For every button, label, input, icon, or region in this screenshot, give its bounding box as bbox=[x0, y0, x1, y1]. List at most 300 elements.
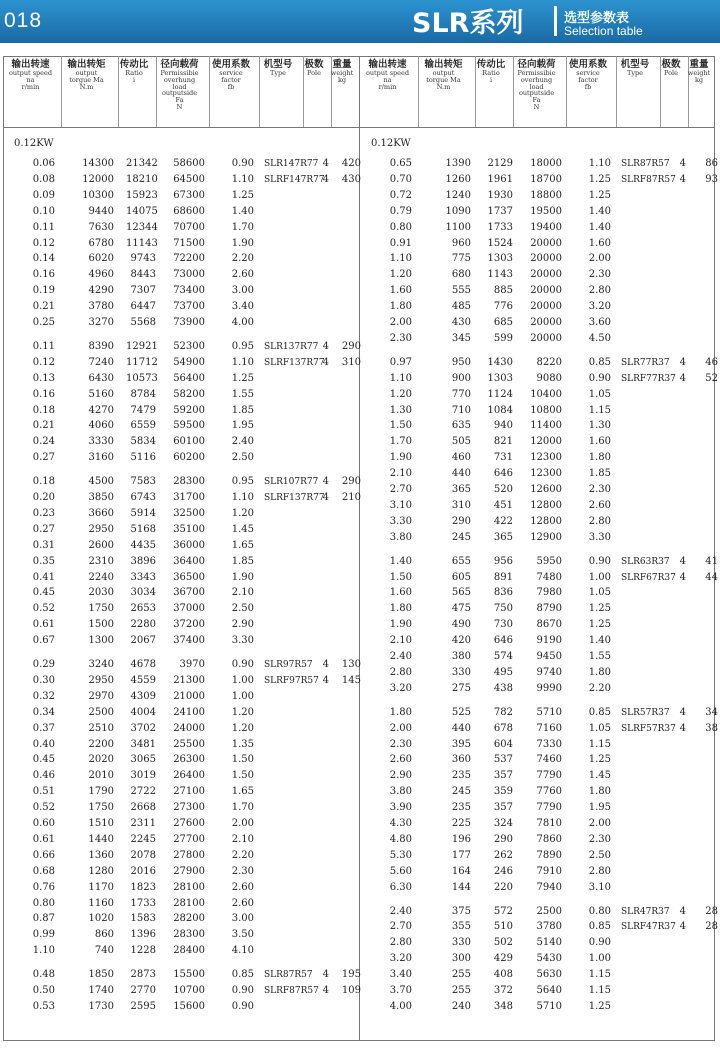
column-header bbox=[685, 60, 713, 84]
cell-factor: 1.50 bbox=[231, 754, 254, 766]
column-header bbox=[58, 60, 115, 90]
cell-factor: 1.55 bbox=[588, 651, 611, 662]
table-row bbox=[11, 299, 361, 315]
column-header bbox=[360, 60, 415, 90]
cell-load: 59500 bbox=[173, 420, 205, 432]
cell-load: 5710 bbox=[536, 1000, 562, 1012]
cell-ratio: 1124 bbox=[487, 388, 513, 400]
cell-load: 73700 bbox=[173, 301, 205, 313]
table-row bbox=[11, 768, 361, 784]
cell-torque: 1750 bbox=[88, 802, 114, 814]
cell-ratio: 782 bbox=[493, 706, 513, 718]
cell-factor: 1.00 bbox=[231, 674, 254, 686]
cell-factor: 1.80 bbox=[588, 452, 611, 464]
cell-torque: 2950 bbox=[88, 674, 114, 686]
cell-ratio: 3481 bbox=[130, 738, 156, 750]
cell-speed: 0.12 bbox=[32, 237, 55, 249]
cell-speed: 0.16 bbox=[32, 388, 55, 400]
table-row bbox=[11, 434, 361, 450]
table-row bbox=[368, 482, 718, 498]
cell-load: 60100 bbox=[173, 436, 205, 448]
table-row bbox=[368, 570, 718, 586]
cell-pole: 4 bbox=[679, 173, 686, 185]
cell-factor: 4.00 bbox=[231, 317, 254, 328]
cell-speed: 1.30 bbox=[389, 404, 412, 416]
cell-torque: 330 bbox=[451, 937, 471, 949]
cell-ratio: 429 bbox=[493, 953, 513, 965]
cell-torque: 275 bbox=[451, 682, 471, 694]
cell-ratio: 246 bbox=[493, 865, 513, 877]
cell-torque: 555 bbox=[451, 285, 471, 297]
cell-load: 12300 bbox=[530, 452, 562, 464]
table-row bbox=[11, 450, 361, 466]
cell-ratio: 2067 bbox=[130, 635, 156, 647]
cell-speed: 0.52 bbox=[32, 802, 55, 814]
cell-torque: 1090 bbox=[445, 205, 471, 217]
column-header-en: output speed bbox=[365, 68, 410, 77]
cell-factor: 1.90 bbox=[231, 571, 254, 583]
cell-weight: 44 bbox=[705, 571, 718, 583]
cell-type: SLRF57R37 bbox=[621, 723, 676, 734]
table-row bbox=[11, 673, 361, 689]
power-label: 0.12KW bbox=[14, 138, 54, 149]
cell-speed: 6.30 bbox=[389, 881, 412, 893]
cell-factor: 1.10 bbox=[231, 492, 254, 503]
cell-ratio: 5914 bbox=[130, 507, 156, 519]
cell-factor: 1.05 bbox=[588, 587, 611, 599]
cell-torque: 2200 bbox=[88, 738, 114, 750]
column-header-en: Pole bbox=[307, 68, 321, 77]
column-header-en: torgue Ma bbox=[69, 75, 104, 84]
cell-ratio: 324 bbox=[493, 818, 513, 829]
cell-load: 19400 bbox=[530, 221, 562, 233]
cell-type: SLRF87R57 bbox=[264, 986, 319, 996]
cell-factor: 1.00 bbox=[588, 953, 611, 965]
table-row bbox=[368, 649, 718, 665]
table-row bbox=[11, 172, 361, 188]
cell-factor: 2.00 bbox=[588, 253, 611, 265]
column-header-cn: 径向载荷 bbox=[517, 59, 556, 70]
cell-torque: 2020 bbox=[88, 754, 114, 766]
cell-factor: 3.00 bbox=[231, 285, 254, 297]
table-row bbox=[11, 490, 361, 506]
cell-speed: 0.12 bbox=[32, 356, 55, 368]
cell-load: 27300 bbox=[173, 802, 205, 814]
cell-factor: 2.50 bbox=[231, 452, 254, 464]
cell-factor: 2.20 bbox=[231, 849, 254, 861]
cell-torque: 430 bbox=[451, 317, 471, 328]
column-header-en: service bbox=[576, 68, 600, 77]
cell-factor: 1.05 bbox=[588, 722, 611, 734]
table-row bbox=[11, 156, 361, 172]
column-header-en: N bbox=[533, 103, 540, 112]
cell-torque: 177 bbox=[451, 849, 471, 861]
cell-factor: 1.00 bbox=[588, 571, 611, 583]
cell-speed: 0.66 bbox=[32, 849, 55, 861]
table-row bbox=[11, 601, 361, 617]
cell-factor: 2.60 bbox=[231, 269, 254, 281]
cell-factor: 1.25 bbox=[588, 754, 611, 766]
cell-torque: 1740 bbox=[88, 985, 114, 996]
table-row bbox=[368, 466, 718, 482]
cell-ratio: 3343 bbox=[130, 571, 156, 583]
cell-ratio: 495 bbox=[493, 666, 513, 678]
cell-torque: 440 bbox=[451, 722, 471, 734]
cell-factor: 1.25 bbox=[588, 189, 611, 201]
cell-torque: 255 bbox=[451, 985, 471, 996]
cell-ratio: 1961 bbox=[487, 173, 513, 185]
cell-load: 27100 bbox=[173, 786, 205, 798]
cell-speed: 0.48 bbox=[32, 969, 55, 981]
cell-type: SLR107R77 bbox=[264, 477, 319, 488]
cell-factor: 1.85 bbox=[231, 555, 254, 567]
table-row bbox=[11, 204, 361, 220]
table-row bbox=[11, 188, 361, 204]
cell-load: 20000 bbox=[530, 269, 562, 281]
column-header-en: N.m bbox=[79, 82, 94, 91]
cell-ratio: 537 bbox=[493, 754, 513, 766]
column-header-en: outputside bbox=[518, 89, 555, 98]
cell-ratio: 4678 bbox=[130, 659, 156, 670]
column-header-en: r/min bbox=[378, 82, 397, 91]
column-header-cn: 输出转矩 bbox=[424, 59, 463, 70]
cell-weight: 109 bbox=[341, 985, 361, 996]
table-row bbox=[368, 999, 718, 1015]
cell-speed: 0.11 bbox=[32, 340, 55, 352]
cell-ratio: 1084 bbox=[487, 404, 513, 416]
column-header-cn: 极数 bbox=[304, 59, 324, 70]
cell-torque: 2600 bbox=[88, 539, 114, 551]
table-row bbox=[11, 633, 361, 649]
cell-factor: 0.90 bbox=[588, 555, 611, 567]
cell-load: 56400 bbox=[173, 372, 205, 384]
column-header-en: i bbox=[132, 75, 136, 84]
column-header-en: weight bbox=[330, 68, 354, 77]
cell-speed: 0.09 bbox=[32, 189, 55, 201]
cell-ratio: 3896 bbox=[130, 555, 156, 567]
cell-load: 28300 bbox=[173, 929, 205, 941]
cell-torque: 960 bbox=[451, 237, 471, 249]
column-header bbox=[563, 60, 613, 90]
cell-factor: 0.90 bbox=[588, 937, 611, 949]
column-header bbox=[613, 60, 657, 77]
cell-load: 9080 bbox=[536, 372, 562, 384]
cell-speed: 3.10 bbox=[389, 499, 412, 511]
column-header bbox=[206, 60, 256, 90]
cell-ratio: 7583 bbox=[130, 476, 156, 488]
column-header-cn: 传动比 bbox=[119, 59, 149, 70]
cell-torque: 1440 bbox=[88, 833, 114, 845]
cell-speed: 0.51 bbox=[32, 786, 55, 798]
cell-factor: 2.90 bbox=[231, 619, 254, 631]
column-header bbox=[328, 60, 356, 84]
cell-weight: 210 bbox=[341, 492, 361, 503]
cell-load: 7480 bbox=[536, 571, 562, 583]
cell-factor: 1.85 bbox=[588, 468, 611, 480]
cell-ratio: 10573 bbox=[126, 372, 158, 384]
cell-load: 20000 bbox=[530, 332, 562, 344]
cell-pole: 4 bbox=[322, 340, 329, 352]
cell-pole: 4 bbox=[679, 706, 686, 718]
column-header-en: load bbox=[529, 82, 544, 91]
cell-load: 9740 bbox=[536, 666, 562, 678]
cell-load: 28200 bbox=[173, 913, 205, 925]
cell-factor: 1.15 bbox=[588, 985, 611, 996]
cell-load: 12800 bbox=[530, 499, 562, 511]
cell-speed: 0.18 bbox=[32, 404, 55, 416]
column-header-en: Type bbox=[626, 68, 643, 77]
cell-load: 5630 bbox=[536, 969, 562, 981]
cell-torque: 490 bbox=[451, 619, 471, 631]
table-row bbox=[11, 267, 361, 283]
cell-ratio: 262 bbox=[493, 849, 513, 861]
table-row bbox=[11, 880, 361, 896]
cell-speed: 2.30 bbox=[389, 738, 412, 750]
column-header-en: Fa bbox=[175, 96, 184, 105]
cell-factor: 1.40 bbox=[231, 205, 254, 217]
cell-load: 21000 bbox=[173, 690, 205, 702]
table-row bbox=[11, 283, 361, 299]
cell-load: 15600 bbox=[173, 1000, 205, 1012]
cell-torque: 144 bbox=[451, 881, 471, 893]
cell-speed: 0.27 bbox=[32, 452, 55, 464]
cell-speed: 0.10 bbox=[32, 205, 55, 217]
cell-factor: 2.80 bbox=[588, 285, 611, 297]
cell-torque: 770 bbox=[451, 388, 471, 400]
cell-ratio: 4559 bbox=[130, 674, 156, 686]
cell-factor: 1.40 bbox=[588, 205, 611, 217]
cell-type: SLR147R77 bbox=[264, 159, 319, 169]
cell-ratio: 6447 bbox=[130, 301, 156, 313]
cell-weight: 46 bbox=[705, 356, 718, 368]
cell-torque: 1850 bbox=[88, 969, 114, 981]
cell-torque: 3160 bbox=[88, 452, 114, 464]
cell-speed: 1.10 bbox=[389, 372, 412, 384]
cell-speed: 1.80 bbox=[389, 706, 412, 718]
cell-torque: 365 bbox=[451, 484, 471, 495]
cell-speed: 4.00 bbox=[389, 1000, 412, 1012]
column-header-en: outputside bbox=[161, 89, 198, 98]
table-row bbox=[11, 896, 361, 912]
cell-torque: 245 bbox=[451, 531, 471, 543]
cell-torque: 2950 bbox=[88, 523, 114, 535]
cell-ratio: 359 bbox=[493, 786, 513, 798]
cell-pole: 4 bbox=[322, 969, 329, 981]
cell-load: 26300 bbox=[173, 754, 205, 766]
table-row bbox=[368, 450, 718, 466]
cell-factor: 0.85 bbox=[231, 969, 254, 981]
cell-load: 12600 bbox=[530, 484, 562, 495]
cell-factor: 1.95 bbox=[231, 420, 254, 432]
table-row bbox=[11, 911, 361, 927]
cell-weight: 93 bbox=[705, 173, 718, 185]
cell-ratio: 290 bbox=[493, 833, 513, 845]
cell-load: 67300 bbox=[173, 189, 205, 201]
cell-factor: 0.95 bbox=[231, 340, 254, 352]
cell-load: 24000 bbox=[173, 722, 205, 734]
table-row bbox=[11, 967, 361, 983]
cell-factor: 2.30 bbox=[588, 833, 611, 845]
cell-speed: 0.79 bbox=[389, 205, 412, 217]
cell-ratio: 4309 bbox=[130, 690, 156, 702]
cell-pole: 4 bbox=[322, 674, 329, 686]
cell-factor: 1.50 bbox=[231, 770, 254, 782]
cell-torque: 14300 bbox=[82, 158, 114, 169]
cell-torque: 1500 bbox=[88, 619, 114, 631]
cell-speed: 1.60 bbox=[389, 285, 412, 297]
cell-torque: 3270 bbox=[88, 317, 114, 328]
cell-torque: 300 bbox=[451, 953, 471, 965]
cell-speed: 0.45 bbox=[32, 587, 55, 599]
cell-torque: 1020 bbox=[88, 913, 114, 925]
cell-factor: 1.90 bbox=[231, 237, 254, 249]
column-header-en: torgue Ma bbox=[426, 75, 461, 84]
cell-speed: 2.40 bbox=[389, 905, 412, 917]
cell-load: 15500 bbox=[173, 969, 205, 981]
table-row bbox=[11, 585, 361, 601]
cell-torque: 605 bbox=[451, 571, 471, 583]
cell-speed: 2.40 bbox=[389, 651, 412, 662]
cell-speed: 0.40 bbox=[32, 738, 55, 750]
cell-speed: 0.16 bbox=[32, 269, 55, 281]
cell-torque: 440 bbox=[451, 468, 471, 480]
cell-torque: 860 bbox=[94, 929, 114, 941]
cell-ratio: 1303 bbox=[487, 253, 513, 265]
cell-factor: 3.30 bbox=[231, 635, 254, 647]
cell-load: 2500 bbox=[536, 905, 562, 917]
cell-pole: 4 bbox=[679, 921, 686, 933]
cell-speed: 1.20 bbox=[389, 269, 412, 281]
cell-load: 28100 bbox=[173, 897, 205, 909]
cell-ratio: 1303 bbox=[487, 372, 513, 384]
cell-speed: 2.10 bbox=[389, 635, 412, 647]
cell-ratio: 2078 bbox=[130, 849, 156, 861]
cell-load: 7860 bbox=[536, 833, 562, 845]
cell-ratio: 4435 bbox=[130, 539, 156, 551]
cell-factor: 0.85 bbox=[588, 356, 611, 368]
cell-ratio: 8443 bbox=[130, 269, 156, 281]
cell-torque: 2240 bbox=[88, 571, 114, 583]
subtitle-en: Selection table bbox=[564, 24, 643, 38]
cell-torque: 635 bbox=[451, 420, 471, 432]
cell-load: 7160 bbox=[536, 722, 562, 734]
cell-load: 11400 bbox=[530, 420, 562, 432]
table-row bbox=[368, 752, 718, 768]
cell-load: 28100 bbox=[173, 881, 205, 893]
cell-ratio: 9743 bbox=[130, 253, 156, 265]
cell-load: 8790 bbox=[536, 603, 562, 615]
cell-speed: 0.34 bbox=[32, 706, 55, 718]
table-row bbox=[368, 601, 718, 617]
cell-pole: 4 bbox=[679, 372, 686, 384]
cell-ratio: 2722 bbox=[130, 786, 156, 798]
cell-weight: 290 bbox=[341, 340, 361, 352]
cell-load: 10700 bbox=[173, 985, 205, 996]
cell-speed: 0.21 bbox=[32, 301, 55, 313]
cell-ratio: 750 bbox=[493, 603, 513, 615]
cell-factor: 1.60 bbox=[588, 237, 611, 249]
cell-load: 7330 bbox=[536, 738, 562, 750]
cell-ratio: 3034 bbox=[130, 587, 156, 599]
table-row bbox=[368, 705, 718, 721]
column-header-en: Ratio bbox=[125, 68, 143, 77]
cell-load: 7790 bbox=[536, 770, 562, 782]
cell-ratio: 956 bbox=[493, 555, 513, 567]
cell-ratio: 3702 bbox=[130, 722, 156, 734]
column-header bbox=[657, 60, 685, 77]
cell-factor: 2.80 bbox=[588, 865, 611, 877]
cell-ratio: 510 bbox=[493, 921, 513, 933]
table-row bbox=[11, 251, 361, 267]
cell-speed: 3.20 bbox=[389, 682, 412, 694]
cell-load: 52300 bbox=[173, 340, 205, 352]
cell-speed: 2.30 bbox=[389, 332, 412, 344]
cell-factor: 3.40 bbox=[231, 301, 254, 313]
cell-torque: 4060 bbox=[88, 420, 114, 432]
column-header-cn: 机型号 bbox=[620, 59, 650, 70]
table-row bbox=[368, 514, 718, 530]
column-header bbox=[256, 60, 300, 77]
cell-torque: 1790 bbox=[88, 786, 114, 798]
cell-pole: 4 bbox=[679, 905, 686, 917]
column-header-en: Type bbox=[269, 68, 286, 77]
cell-torque: 4290 bbox=[88, 285, 114, 297]
cell-factor: 1.70 bbox=[231, 802, 254, 814]
cell-factor: 1.10 bbox=[231, 173, 254, 185]
cell-factor: 1.70 bbox=[231, 221, 254, 233]
cell-ratio: 1143 bbox=[487, 269, 513, 281]
cell-ratio: 836 bbox=[493, 587, 513, 599]
cell-ratio: 1823 bbox=[130, 881, 156, 893]
cell-load: 21300 bbox=[173, 674, 205, 686]
cell-ratio: 731 bbox=[493, 452, 513, 464]
cell-torque: 1170 bbox=[88, 881, 114, 893]
page-number: 018 bbox=[4, 9, 43, 32]
cell-speed: 0.65 bbox=[389, 158, 412, 169]
cell-speed: 2.80 bbox=[389, 666, 412, 678]
cell-pole: 4 bbox=[322, 356, 329, 368]
cell-load: 7890 bbox=[536, 849, 562, 861]
cell-torque: 1300 bbox=[88, 635, 114, 647]
table-row bbox=[368, 418, 718, 434]
cell-ratio: 12921 bbox=[126, 340, 158, 352]
cell-type: SLR47R37 bbox=[621, 906, 670, 917]
table-row bbox=[11, 355, 361, 371]
table-row bbox=[11, 752, 361, 768]
cell-load: 10400 bbox=[530, 388, 562, 400]
cell-factor: 0.90 bbox=[231, 659, 254, 670]
cell-factor: 3.30 bbox=[588, 531, 611, 543]
cell-speed: 1.90 bbox=[389, 619, 412, 631]
cell-ratio: 372 bbox=[493, 985, 513, 996]
cell-torque: 310 bbox=[451, 499, 471, 511]
cell-load: 28400 bbox=[173, 945, 205, 957]
cell-torque: 7240 bbox=[88, 356, 114, 368]
cell-ratio: 1228 bbox=[130, 945, 156, 957]
table-row bbox=[368, 498, 718, 514]
cell-pole: 4 bbox=[322, 476, 329, 488]
cell-torque: 4960 bbox=[88, 269, 114, 281]
cell-speed: 4.80 bbox=[389, 833, 412, 845]
cell-weight: 52 bbox=[705, 372, 718, 384]
cell-ratio: 6559 bbox=[130, 420, 156, 432]
cell-factor: 3.00 bbox=[231, 913, 254, 925]
cell-torque: 355 bbox=[451, 921, 471, 933]
cell-speed: 0.45 bbox=[32, 754, 55, 766]
cell-weight: 195 bbox=[341, 969, 361, 981]
cell-load: 7940 bbox=[536, 881, 562, 893]
column-header-en: Ratio bbox=[482, 68, 500, 77]
